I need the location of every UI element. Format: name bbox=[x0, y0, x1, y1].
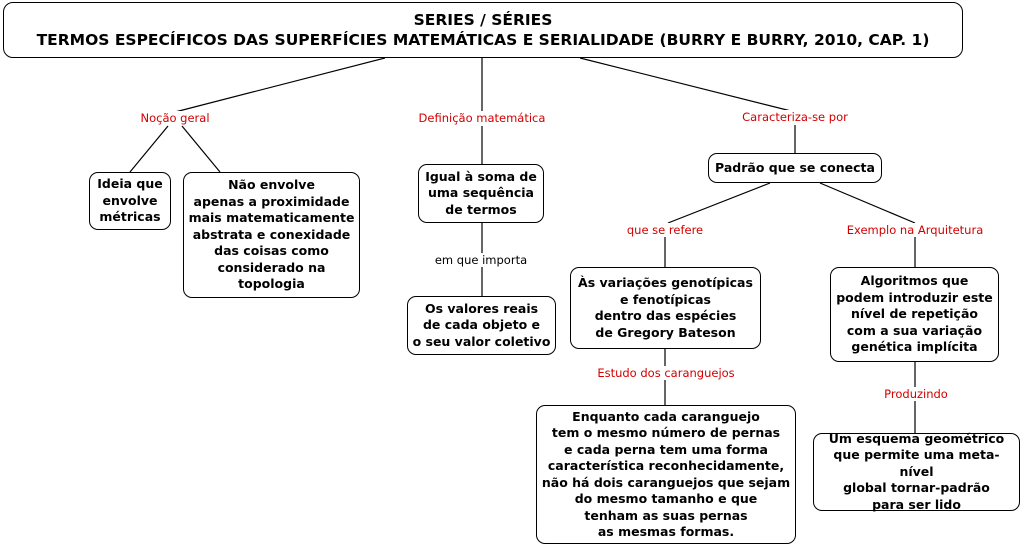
node-padrao-conecta: Padrão que se conecta bbox=[708, 153, 882, 183]
link-nocao-geral: Noção geral bbox=[140, 111, 210, 125]
node-igual-soma: Igual à soma de uma sequência de termos bbox=[418, 164, 544, 223]
link-produzindo: Produzindo bbox=[884, 387, 948, 401]
node-ideia-metricas: Ideia que envolve métricas bbox=[89, 172, 171, 230]
link-em-que-importa: em que importa bbox=[434, 253, 528, 267]
connector-nocao-naoenvolve bbox=[182, 126, 220, 172]
node-nao-envolve: Não envolve apenas a proximidade mais matematicamente abstrata e conexidade das coisas como considerado na topologia bbox=[183, 172, 360, 298]
connector-title-nocao bbox=[175, 58, 385, 112]
link-que-se-refere: que se refere bbox=[626, 223, 704, 237]
connector-nocao-ideia bbox=[130, 126, 168, 172]
node-valores-reais: Os valores reais de cada objeto e o seu valor coletivo bbox=[407, 296, 556, 355]
link-caracteriza-se-por: Caracteriza-se por bbox=[742, 110, 848, 124]
node-esquema-geometrico: Um esquema geométrico que permite uma meta-nível global tornar-padrão para ser lido bbox=[813, 433, 1020, 511]
link-exemplo-arquitetura: Exemplo na Arquitetura bbox=[846, 223, 984, 237]
connector-padrao-refere bbox=[668, 183, 770, 223]
connector-padrao-exemplo bbox=[820, 183, 915, 223]
link-estudo-caranguejos: Estudo dos caranguejos bbox=[597, 366, 735, 380]
title-line-1: SERIES / SÉRIES bbox=[413, 11, 553, 29]
node-caranguejo: Enquanto cada caranguejo tem o mesmo número de pernas e cada perna tem uma forma característica reconhecidamente, não há dois caranguejos que sejam do mesmo tamanho e que tenham as suas pernas as mesmas formas. bbox=[536, 405, 796, 544]
title-line-2: TERMOS ESPECÍFICOS DAS SUPERFÍCIES MATEMÁTICAS E SERIALIDADE (BURRY E BURRY, 2010, CAP. 1) bbox=[36, 31, 930, 49]
diagram-title bbox=[3, 2, 963, 58]
node-algoritmos: Algoritmos que podem introduzir este nível de repetição com a sua variação genética implícita bbox=[830, 267, 999, 362]
link-definicao-matematica: Definição matemática bbox=[418, 111, 546, 125]
node-variacoes-genotipicas: Às variações genotípicas e fenotípicas dentro das espécies de Gregory Bateson bbox=[570, 267, 761, 349]
connector-title-caracteriza bbox=[580, 58, 795, 112]
